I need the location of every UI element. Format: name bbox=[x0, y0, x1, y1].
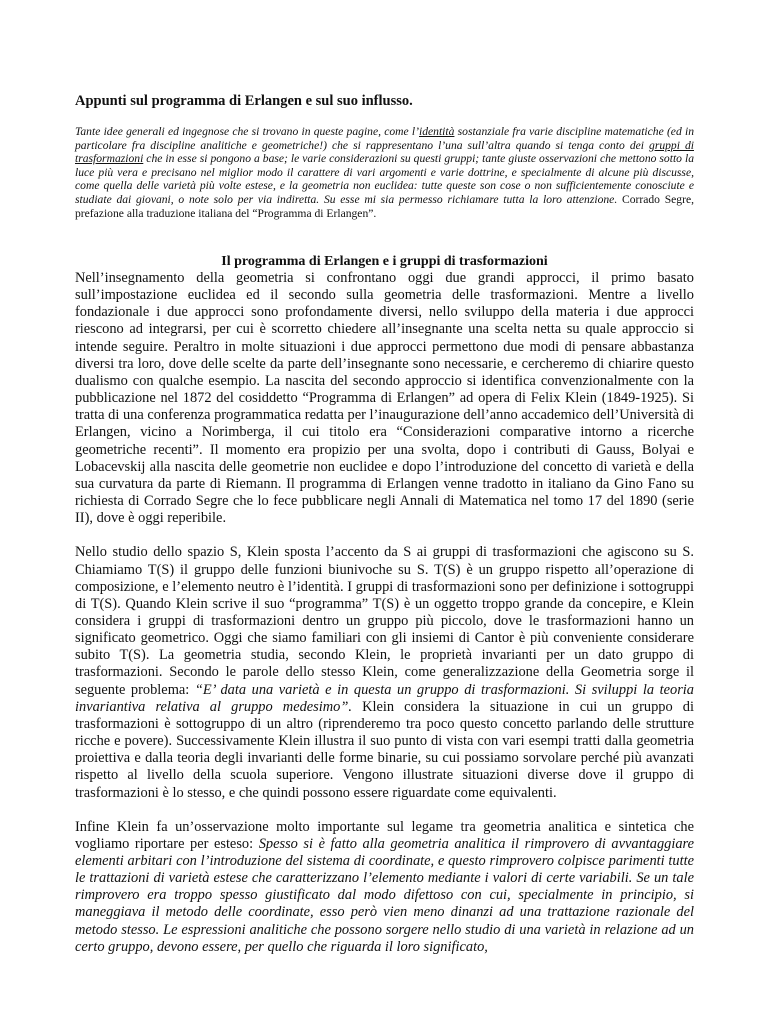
main-content bbox=[75, 253, 694, 956]
paragraph-1: Nell’insegnamento della geometria si confrontano oggi due grandi approcci, il primo basato sull’impostazione euclidea ed il secondo sulla geometria delle trasformazioni. Mentre a livello fondazionale i due approcci sono profondamente diversi, nello sviluppo della materia i due approcci riescono ad integrarsi, per cui è scorretto chiedere all’insegnante una scelta netta su quale approccio si intende seguire. Peraltro in molte situazioni i due approcci permettono due modi di pensare abbastanza diversi tra loro, dove delle scelte da parte dell’insegnante sono necessarie, e cercheremo di chiarire questo dualismo con qualche esempio. La nascita del secondo approccio si identifica convenzionalmente con la pubblicazione nel 1872 del cosiddetto “Programma di Erlangen” ad opera di Felix Klein (1849-1925). Si tratta di una conferenza programmatica redatta per l’inaugurazione dell’anno accademico dell’Università di Erlangen, vicino a Norimberga, il cui titolo era “Considerazioni comparative intorno a ricerche geometriche recenti”. Il momento era propizio per una svolta, dopo i contributi di Gauss, Bolyai e Lobacevskij alla nascita delle geometrie non euclidee e dopo l’introduzione del concetto di varietà e della sua curvatura da parte di Riemann. Il programma di Erlangen venne tradotto in italiano da Gino Fano su richiesta di Corrado Segre che lo fece pubblicare negli Annali di Matematica nel tomo 17 del 1890 (serie II), dove è oggi reperibile. bbox=[75, 270, 694, 527]
paragraph-2-quote: “E’ data una varietà e in questa un gruppo di trasformazioni. Si sviluppi la teoria invariantiva relativa al gruppo medesimo”. bbox=[75, 681, 695, 715]
epigraph-attribution: Corrado Segre, prefazione alla traduzione italiana del “Programma di Erlangen”. bbox=[75, 192, 694, 220]
epigraph-underlined-identita: identità bbox=[419, 125, 455, 138]
paragraph-2 bbox=[75, 544, 694, 801]
epigraph-underlined-gruppi: gruppi di trasformazioni bbox=[75, 138, 694, 166]
epigraph bbox=[75, 125, 694, 220]
epigraph-text-2: sostanziale fra varie discipline matematiche (ed in particolare fra discipline analitiche e geometriche!) che si rappresentano l’una sull’altra quando si tenga conto dei bbox=[75, 125, 694, 152]
document-title: Appunti sul programma di Erlangen e sul suo influsso. bbox=[75, 93, 413, 109]
section-heading: Il programma di Erlangen e i gruppi di trasformazioni bbox=[221, 254, 548, 269]
paragraph-3 bbox=[75, 819, 694, 956]
paragraph-3-intro: Infine Klein fa un’osservazione molto importante sul legame tra geometria analitica e sintetica che vogliamo riportare per esteso: bbox=[75, 818, 694, 852]
paragraph-3-quote: Spesso si è fatto alla geometria analitica il rimprovero di avvantaggiare elementi arbitari con l’introduzione del sistema di coordinate, e questo rimprovero colpisce parimenti tutte le trattazioni di varietà estese che caratterizzano l’elemento mediante i valori di certe variabili. Se un tale rimprovero era troppo spesso giustificato dal modo difettoso con cui, specialmente in principio, si maneggiava il metodo delle coordinate, esso però vien meno dinanzi ad una trattazione razionale del metodo stesso. Le espressioni analitiche che possono sorgere nello studio di una varietà in relazione ad un certo gruppo, devono essere, per quello che riguarda il loro significato, bbox=[75, 835, 694, 955]
epigraph-text-1: Tante idee generali ed ingegnose che si trovano in queste pagine, come l’ bbox=[75, 125, 419, 138]
epigraph-text-3: che in esse si pongono a base; le varie considerazioni su questi gruppi; tante giuste osservazioni che mettono sotto la luce più vera e precisano nel miglior modo il carattere di vari argomenti e varie dottrine, e specialmente di alcune più discusse, come quella delle varietà più volte estese, e la geometria non euclidea: tutte queste son cose o non sufficientemente conosciute e studiate dai giovani, o note solo per via indiretta. Su esse mi sia permesso richiamare tutta la loro attenzione. bbox=[75, 152, 694, 206]
paragraph-2-text-a: Nello studio dello spazio S, Klein sposta l’accento da S ai gruppi di trasformazioni che agiscono su S. Chiamiamo T(S) il gruppo delle funzioni biunivoche su S. T(S) è un gruppo rispetto all’operazione di composizione, e l’elemento neutro è l’identità. I gruppi di trasformazioni sono per definizione i sottogruppi di T(S). Quando Klein scrive il suo “programma” T(S) è un oggetto troppo grande da concepire, e Klein considera i gruppi di trasformazioni dentro un gruppo più piccolo, dove le trasformazioni hanno un significato geometrico. Oggi che siamo familiari con gli insiemi di Cantor è più conveniente considerare subito T(S). La geometria studia, secondo Klein, le proprietà invarianti per un dato gruppo di trasformazioni. Secondo le parole dello stesso Klein, come generalizzazione della Geometria sorge il seguente problema: bbox=[75, 544, 694, 698]
paragraph-2-text-b: Klein considera la situazione in cui un gruppo di trasformazioni è sottogruppo di un altro (riprenderemo tra poco questo concetto parlando delle strutture ricche e povere). Successivamente Klein illustra il suo punto di vista con vari esempi tratti dalla geometria proiettiva e dalla teoria degli invarianti delle forme binarie, su cui possiamo sorvolare perché più avanzati rispetto al livello della scuola superiore. Vengono illustrate situazioni diverse dove il gruppo di trasformazioni è lo stesso, e che quindi possono essere riguardate come equivalenti. bbox=[75, 698, 694, 801]
